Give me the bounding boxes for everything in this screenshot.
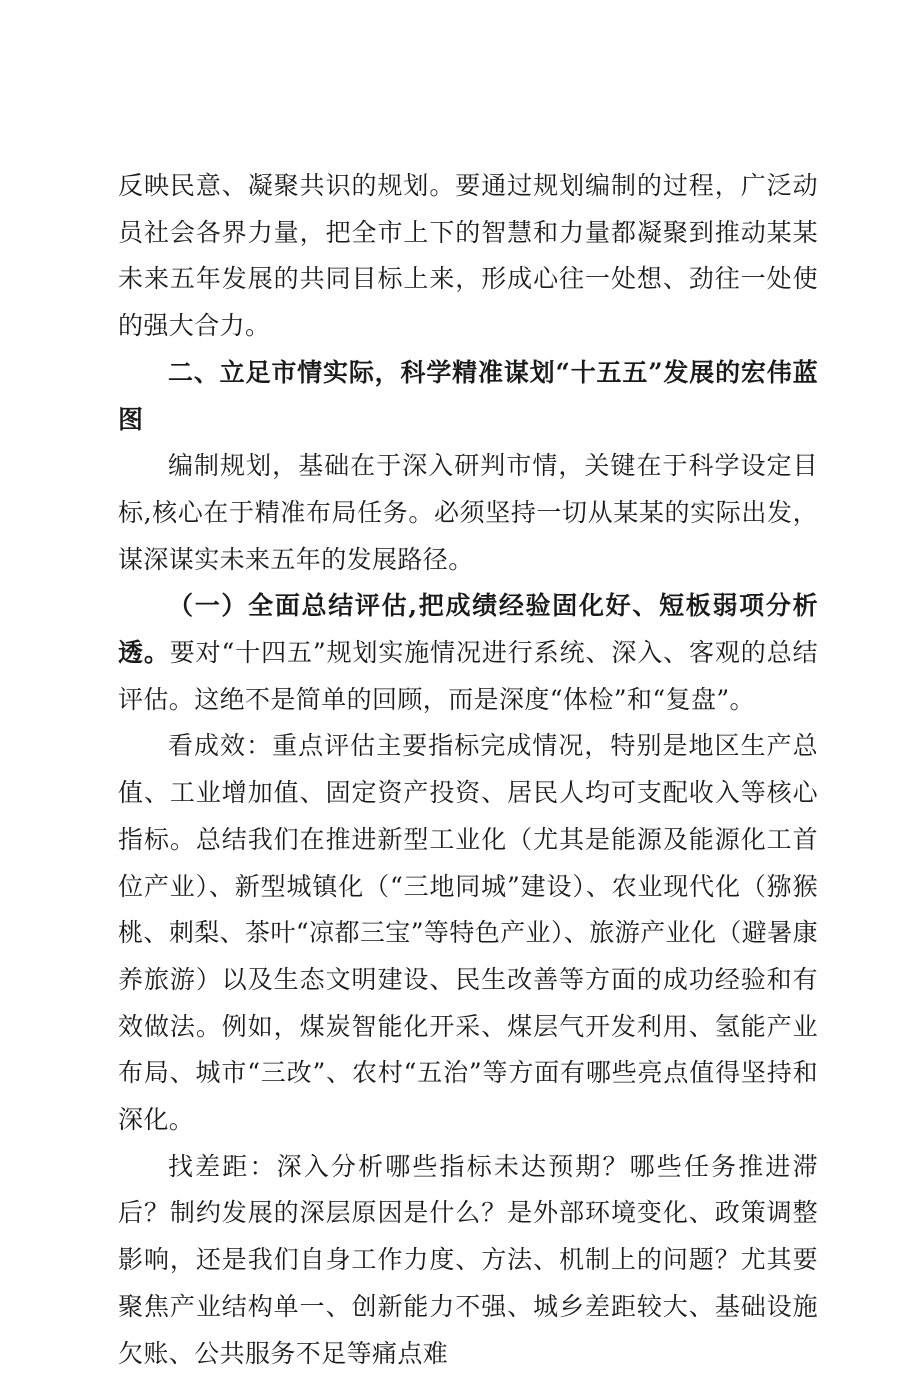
- paragraph-gaps: 找差距：深入分析哪些指标未达预期？哪些任务推进滞后？制约发展的深层原因是什么？是外部环境变化、政策调整影响，还是我们自身工作力度、方法、机制上的问题？尤其要聚焦产业结构单一、创新能力不强、城乡差距较大、基础设施欠账、公共服务不足等痛点难: [118, 1151, 818, 1368]
- section-heading: 二、立足市情实际，科学精准谋划“十五五”发展的宏伟蓝图: [118, 357, 818, 434]
- subsection-text: 要对“十四五”规划实施情况进行系统、深入、客观的总结评估。这绝不是简单的回顾，而是深度“体检”和“复盘”。: [118, 638, 818, 714]
- paragraph-intro: 编制规划，基础在于深入研判市情，关键在于科学设定目标,核心在于精准布局任务。必须坚持一切从某某的实际出发，谋深谋实未来五年的发展路径。: [118, 451, 818, 574]
- subsection-heading: （一）全面总结评估,把成绩经验固化好、短板弱项分析透。: [118, 591, 818, 668]
- paragraph-subsection: [118, 583, 818, 723]
- document-body: [118, 163, 818, 1377]
- paragraph-continued: 反映民意、凝聚共识的规划。要通过规划编制的过程，广泛动员社会各界力量，把全市上下的智慧和力量都凝聚到推动某某未来五年发展的共同目标上来，形成心往一处想、劲往一处使的强大合力。: [118, 171, 818, 341]
- paragraph-results: 看成效：重点评估主要指标完成情况，特别是地区生产总值、工业增加值、固定资产投资、居民人均可支配收入等核心指标。总结我们在推进新型工业化（尤其是能源及能源化工首位产业）、新型城镇化（“三地同城”建设）、农业现代化（猕猴桃、刺梨、茶叶“凉都三宝”等特色产业）、旅游产业化（避暑康养旅游）以及生态文明建设、民生改善等方面的成功经验和有效做法。例如，煤炭智能化开采、煤层气开发利用、氢能产业布局、城市“三改”、农村“五治”等方面有哪些亮点值得坚持和深化。: [118, 731, 818, 1135]
